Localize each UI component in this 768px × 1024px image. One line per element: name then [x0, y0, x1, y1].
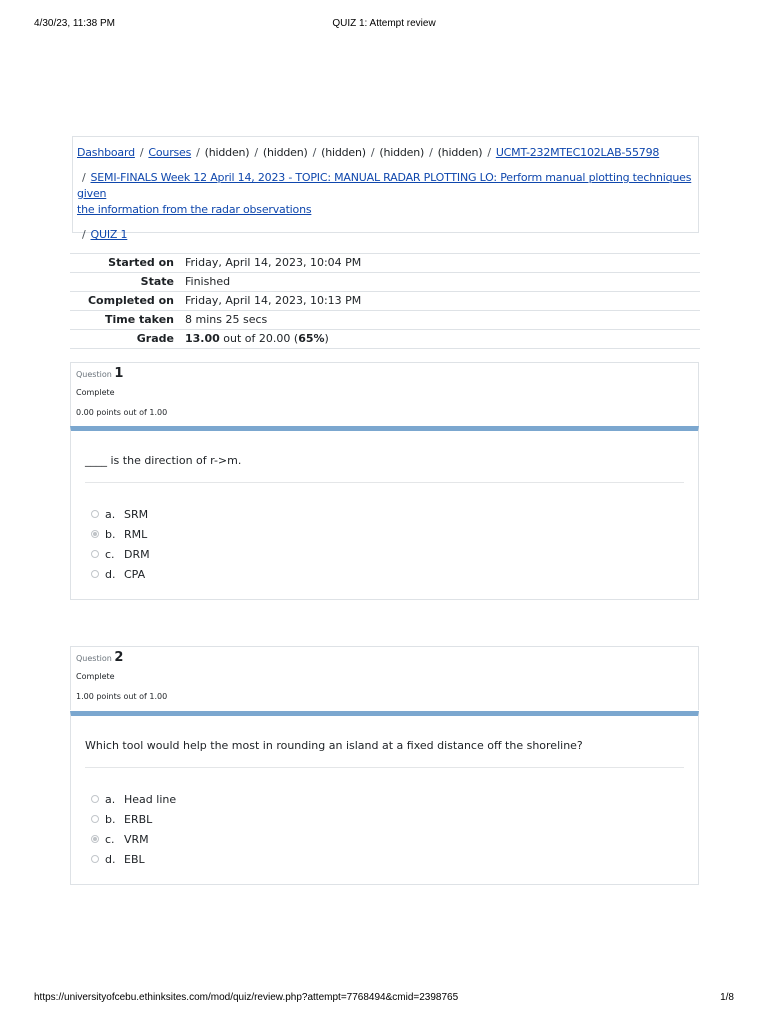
breadcrumb [72, 136, 699, 241]
answer-text: CPA [124, 567, 146, 581]
radio-button[interactable] [91, 550, 99, 558]
breadcrumb-section-link-continued[interactable]: the information from the radar observations [77, 203, 312, 216]
question-number [76, 650, 698, 665]
answer-text: SRM [124, 507, 149, 521]
answer-option-d[interactable] [91, 564, 150, 584]
question-2-info [70, 646, 699, 710]
radio-button[interactable] [91, 855, 99, 863]
summary-value: Finished [185, 273, 700, 292]
answer-letter: a. [105, 507, 116, 521]
print-url: https://universityofcebu.ethinksites.com/mod/quiz/review.php?attempt=7768494&cmid=2398765 [34, 992, 459, 1003]
answer-text: Head line [124, 792, 177, 806]
breadcrumb-hidden: (hidden) [379, 146, 425, 159]
answer-option-d[interactable] [91, 849, 176, 869]
question-grade: 1.00 points out of 1.00 [76, 692, 168, 701]
breadcrumb-hidden: (hidden) [262, 146, 308, 159]
breadcrumb-hidden: (hidden) [437, 146, 483, 159]
summary-label: Time taken [70, 311, 185, 330]
radio-button-selected[interactable] [91, 530, 99, 538]
answer-letter: b. [105, 812, 116, 826]
grade-score: 13.00 [185, 332, 220, 345]
question-2-content [70, 711, 699, 885]
question-text: ____ is the direction of r->m. [85, 454, 242, 467]
grade-percent: 65% [298, 332, 325, 345]
breadcrumb-separator: / [254, 146, 258, 159]
answer-list [91, 789, 176, 869]
answer-option-c[interactable] [91, 544, 150, 564]
breadcrumb-separator: / [82, 228, 86, 241]
summary-value: Friday, April 14, 2023, 10:04 PM [185, 254, 700, 273]
question-state: Complete [76, 388, 115, 397]
answer-letter: d. [105, 567, 116, 581]
answer-letter: b. [105, 527, 116, 541]
answer-letter: c. [105, 547, 115, 561]
breadcrumb-separator: / [429, 146, 433, 159]
breadcrumb-section-link[interactable]: SEMI-FINALS Week 12 April 14, 2023 - TOPIC: MANUAL RADAR PLOTTING LO: Perform manual plotting techniques given [77, 171, 692, 200]
question-text: Which tool would help the most in rounding an island at a fixed distance off the shoreline? [85, 739, 583, 752]
question-1-content [70, 426, 699, 600]
summary-label: Completed on [70, 292, 185, 311]
divider [85, 767, 684, 768]
answer-letter: a. [105, 792, 116, 806]
summary-label: Grade [70, 330, 185, 349]
breadcrumb-hidden: (hidden) [204, 146, 250, 159]
answer-text: ERBL [124, 812, 153, 826]
summary-label: State [70, 273, 185, 292]
radio-button[interactable] [91, 795, 99, 803]
attempt-summary-table [70, 253, 700, 349]
breadcrumb-course-link[interactable]: UCMT-232MTEC102LAB-55798 [495, 146, 660, 159]
question-state: Complete [76, 672, 115, 681]
grade-value [185, 330, 700, 349]
answer-option-c[interactable] [91, 829, 176, 849]
question-1-info [70, 362, 699, 426]
answer-text: VRM [124, 832, 149, 846]
breadcrumb-separator: / [196, 146, 200, 159]
radio-button[interactable] [91, 510, 99, 518]
question-label: Question [76, 370, 115, 379]
breadcrumb-separator: / [139, 146, 144, 159]
summary-label: Started on [70, 254, 185, 273]
print-datetime: 4/30/23, 11:38 PM [34, 18, 115, 29]
breadcrumb-separator: / [312, 146, 317, 159]
breadcrumb-quiz-link[interactable]: QUIZ 1 [90, 228, 128, 241]
answer-text: RML [124, 527, 148, 541]
summary-row-grade [70, 330, 700, 349]
question-grade: 0.00 points out of 1.00 [76, 408, 168, 417]
answer-letter: d. [105, 852, 116, 866]
breadcrumb-separator: / [82, 171, 86, 184]
print-page-number: 1/8 [720, 992, 734, 1003]
breadcrumb-dashboard-link[interactable]: Dashboard [77, 146, 135, 159]
question-label: Question [76, 654, 115, 663]
summary-value: Friday, April 14, 2023, 10:13 PM [185, 292, 700, 311]
question-number-value: 1 [114, 366, 124, 381]
breadcrumb-separator: / [487, 146, 491, 159]
breadcrumb-separator: / [370, 146, 375, 159]
answer-letter: c. [105, 832, 115, 846]
answer-option-b[interactable] [91, 809, 176, 829]
radio-button-selected[interactable] [91, 835, 99, 843]
question-number [76, 366, 698, 381]
answer-option-a[interactable] [91, 789, 176, 809]
question-number-value: 2 [114, 650, 124, 665]
radio-button[interactable] [91, 570, 99, 578]
summary-row-time-taken [70, 311, 700, 330]
summary-row-started [70, 254, 700, 273]
print-title: QUIZ 1: Attempt review [332, 18, 436, 29]
summary-row-completed [70, 292, 700, 311]
answer-text: EBL [124, 852, 145, 866]
answer-option-a[interactable] [91, 504, 150, 524]
grade-out-of: out of 20.00 ( [219, 332, 299, 345]
summary-value: 8 mins 25 secs [185, 311, 700, 330]
breadcrumb-hidden: (hidden) [321, 146, 366, 159]
summary-row-state [70, 273, 700, 292]
radio-button[interactable] [91, 815, 99, 823]
answer-list [91, 504, 150, 584]
answer-option-b[interactable] [91, 524, 150, 544]
answer-text: DRM [124, 547, 150, 561]
breadcrumb-courses-link[interactable]: Courses [148, 146, 192, 159]
divider [85, 482, 684, 483]
grade-close: ) [324, 332, 329, 345]
